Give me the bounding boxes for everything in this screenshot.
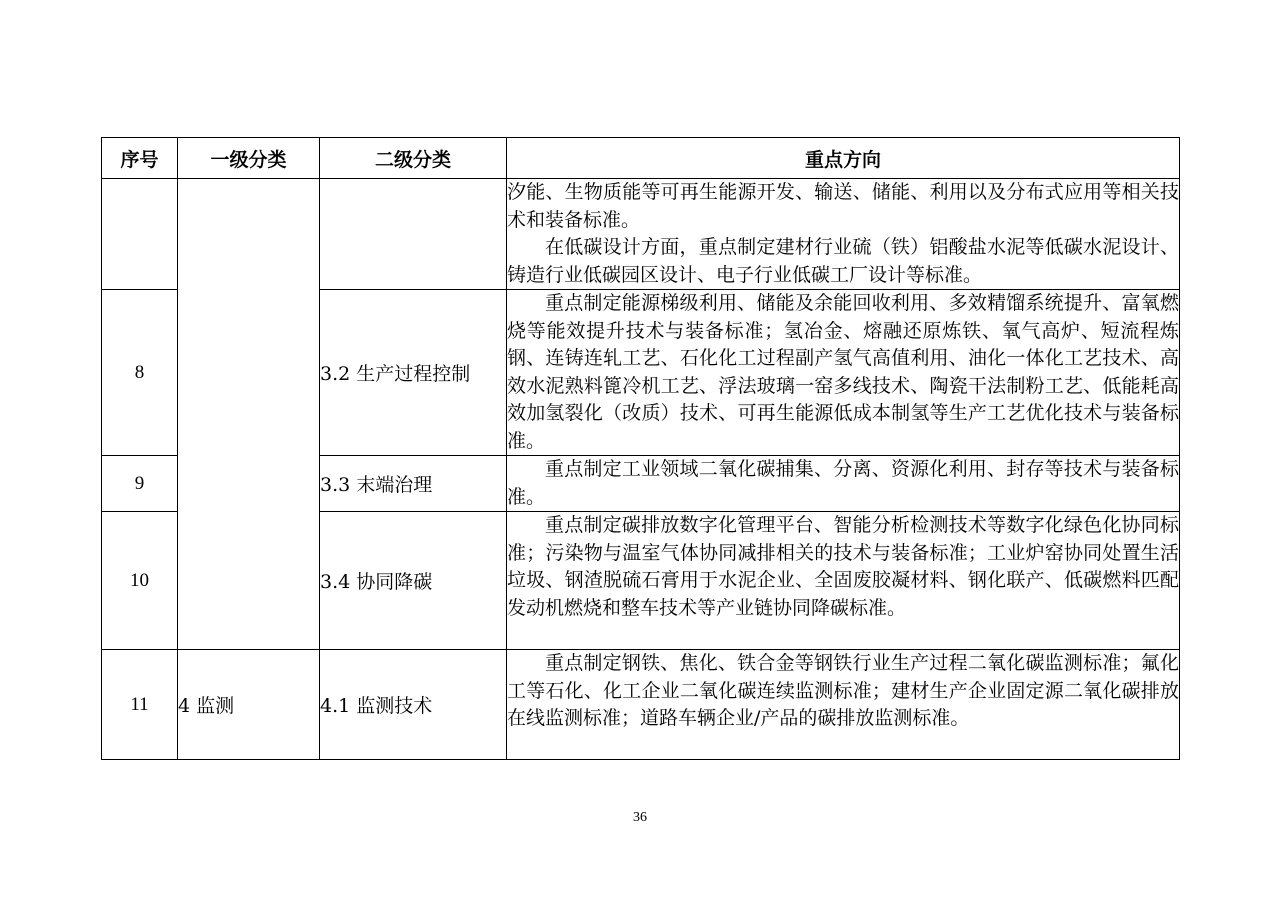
row-number-cell [102, 179, 178, 290]
header-level1-category: 一级分类 [178, 138, 320, 179]
level2-category-cell [320, 179, 507, 290]
direction-paragraph: 重点制定钢铁、焦化、铁合金等钢铁行业生产过程二氧化碳监测标准；氟化工等石化、化工企业二氧化碳连续监测标准；建材生产企业固定源二氧化碳排放在线监测标准；道路车辆企业/产品的碳排放监测标准。 [507, 652, 1179, 729]
direction-paragraph: 重点制定能源梯级利用、储能及余能回收利用、多效精馏系统提升、富氧燃烧等能效提升技术与装备标准；氢冶金、熔融还原炼铁、氧气高炉、短流程炼钢、连铸连轧工艺、石化化工过程副产氢气高值利用、油化一体化工艺技术、高效水泥熟料篦冷机工艺、浮法玻璃一窑多线技术、陶瓷干法制粉工艺、低能耗高效加氢裂化（改质）技术、可再生能源低成本制氢等生产工艺优化技术与装备标准。 [507, 292, 1179, 452]
key-direction-cell [507, 456, 1180, 512]
level1-category-cell-empty [178, 179, 320, 650]
level2-category-cell: 4.1 监测技术 [320, 650, 507, 760]
direction-paragraph: 重点制定工业领域二氧化碳捕集、分离、资源化利用、封存等技术与装备标准。 [507, 458, 1179, 508]
row-number-cell: 9 [102, 456, 178, 512]
row-number-cell: 11 [102, 650, 178, 760]
row-number-cell: 10 [102, 512, 178, 650]
direction-paragraph: 汐能、生物质能等可再生能源开发、输送、储能、利用以及分布式应用等相关技术和装备标准。 [507, 181, 1179, 231]
level1-category-cell: 4 监测 [178, 650, 320, 760]
row-number-cell: 8 [102, 290, 178, 456]
level2-category-cell: 3.3 末端治理 [320, 456, 507, 512]
table-row [102, 179, 1180, 290]
page-number: 36 [633, 810, 647, 825]
standards-table [101, 137, 1180, 760]
key-direction-cell [507, 290, 1180, 456]
key-direction-cell [507, 179, 1180, 290]
table-header-row [102, 138, 1180, 179]
key-direction-cell [507, 650, 1180, 760]
level2-category-cell: 3.4 协同降碳 [320, 512, 507, 650]
table-row [102, 650, 1180, 760]
header-key-direction: 重点方向 [507, 138, 1180, 179]
key-direction-cell [507, 512, 1180, 650]
level2-category-cell: 3.2 生产过程控制 [320, 290, 507, 456]
header-level2-category: 二级分类 [320, 138, 507, 179]
header-serial-number: 序号 [102, 138, 178, 179]
direction-paragraph: 在低碳设计方面，重点制定建材行业硫（铁）铝酸盐水泥等低碳水泥设计、铸造行业低碳园区设计、电子行业低碳工厂设计等标准。 [507, 236, 1179, 286]
direction-paragraph: 重点制定碳排放数字化管理平台、智能分析检测技术等数字化绿色化协同标准；污染物与温室气体协同减排相关的技术与装备标准；工业炉窑协同处置生活垃圾、钢渣脱硫石膏用于水泥企业、全固废胶凝材料、钢化联产、低碳燃料匹配发动机燃烧和整车技术等产业链协同降碳标准。 [507, 514, 1179, 619]
